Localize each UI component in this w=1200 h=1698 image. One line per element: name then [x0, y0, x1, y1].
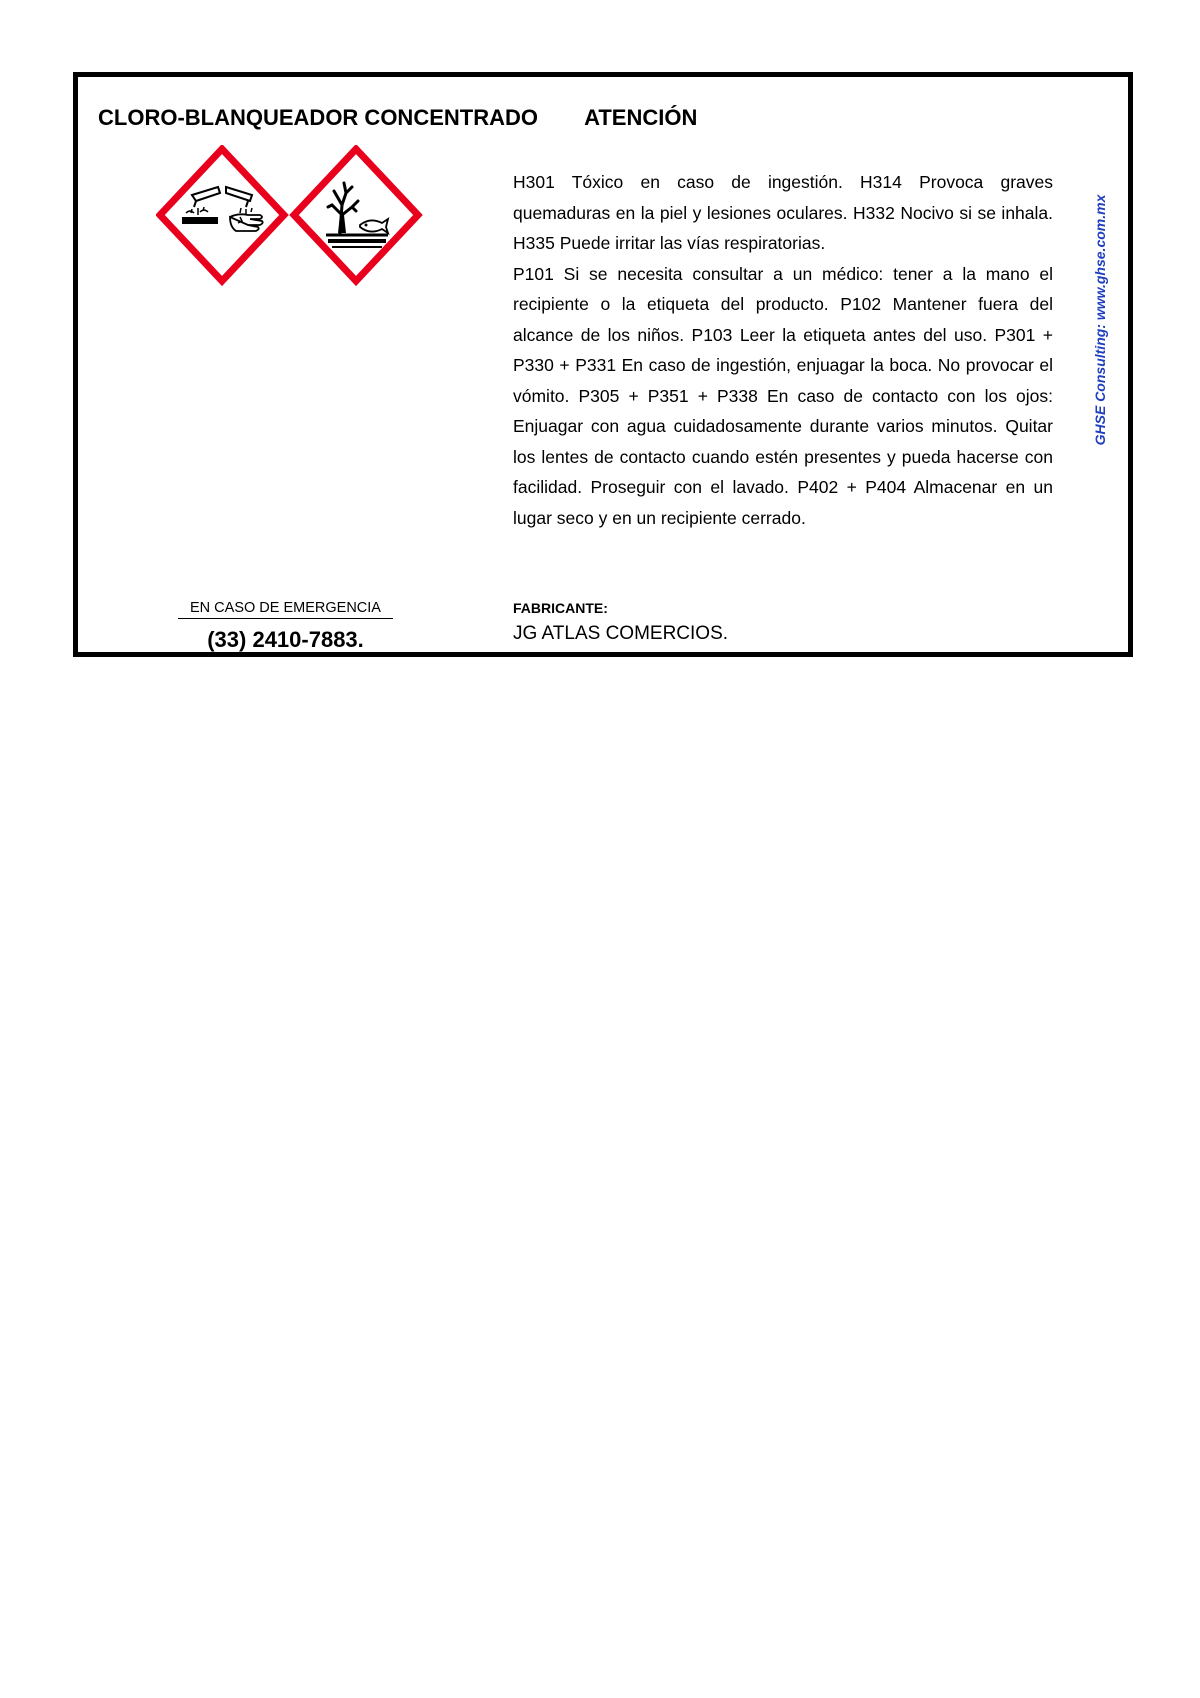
emergency-label: EN CASO DE EMERGENCIA [178, 600, 393, 619]
environment-pictogram [294, 149, 418, 281]
ghs-label [73, 72, 1133, 657]
corrosion-pictogram [160, 149, 284, 281]
label-header [98, 105, 697, 131]
hazard-statements: H301 Tóxico en caso de ingestión. H314 Provoca graves quemaduras en la piel y lesiones oculares. H332 Nocivo si se inhala. H335 Puede irritar las vías respiratorias. [513, 172, 1053, 253]
product-name: CLORO-BLANQUEADOR CONCENTRADO [98, 105, 538, 130]
signal-word: ATENCIÓN [584, 105, 698, 130]
side-credit-text: GHSE Consulting: www.ghse.com.mx [1092, 194, 1108, 446]
precautionary-statements: P101 Si se necesita consultar a un médico: tener a la mano el recipiente o la etiqueta del producto. P102 Mantener fuera del alcance de los niños. P103 Leer la etiqueta antes del uso. P301 + P330 + P331 En caso de ingestión, enjuagar la boca. No provocar el vómito. P305 + P351 + P338 En caso de contacto con los ojos: Enjuagar con agua cuidadosamente durante varios minutos. Quitar los lentes de contacto cuando estén presentes y pueda hacerse con facilidad. Proseguir con el lavado. P402 + P404 Almacenar en un lugar seco y en un recipiente cerrado. [513, 263, 1053, 528]
hazard-precautionary-text [513, 167, 1053, 533]
emergency-phone: (33) 2410-7883. [207, 627, 364, 652]
manufacturer-label: FABRICANTE: [513, 600, 608, 616]
hazard-pictograms [156, 145, 426, 287]
manufacturer-name: JG ATLAS COMERCIOS. [513, 623, 729, 644]
